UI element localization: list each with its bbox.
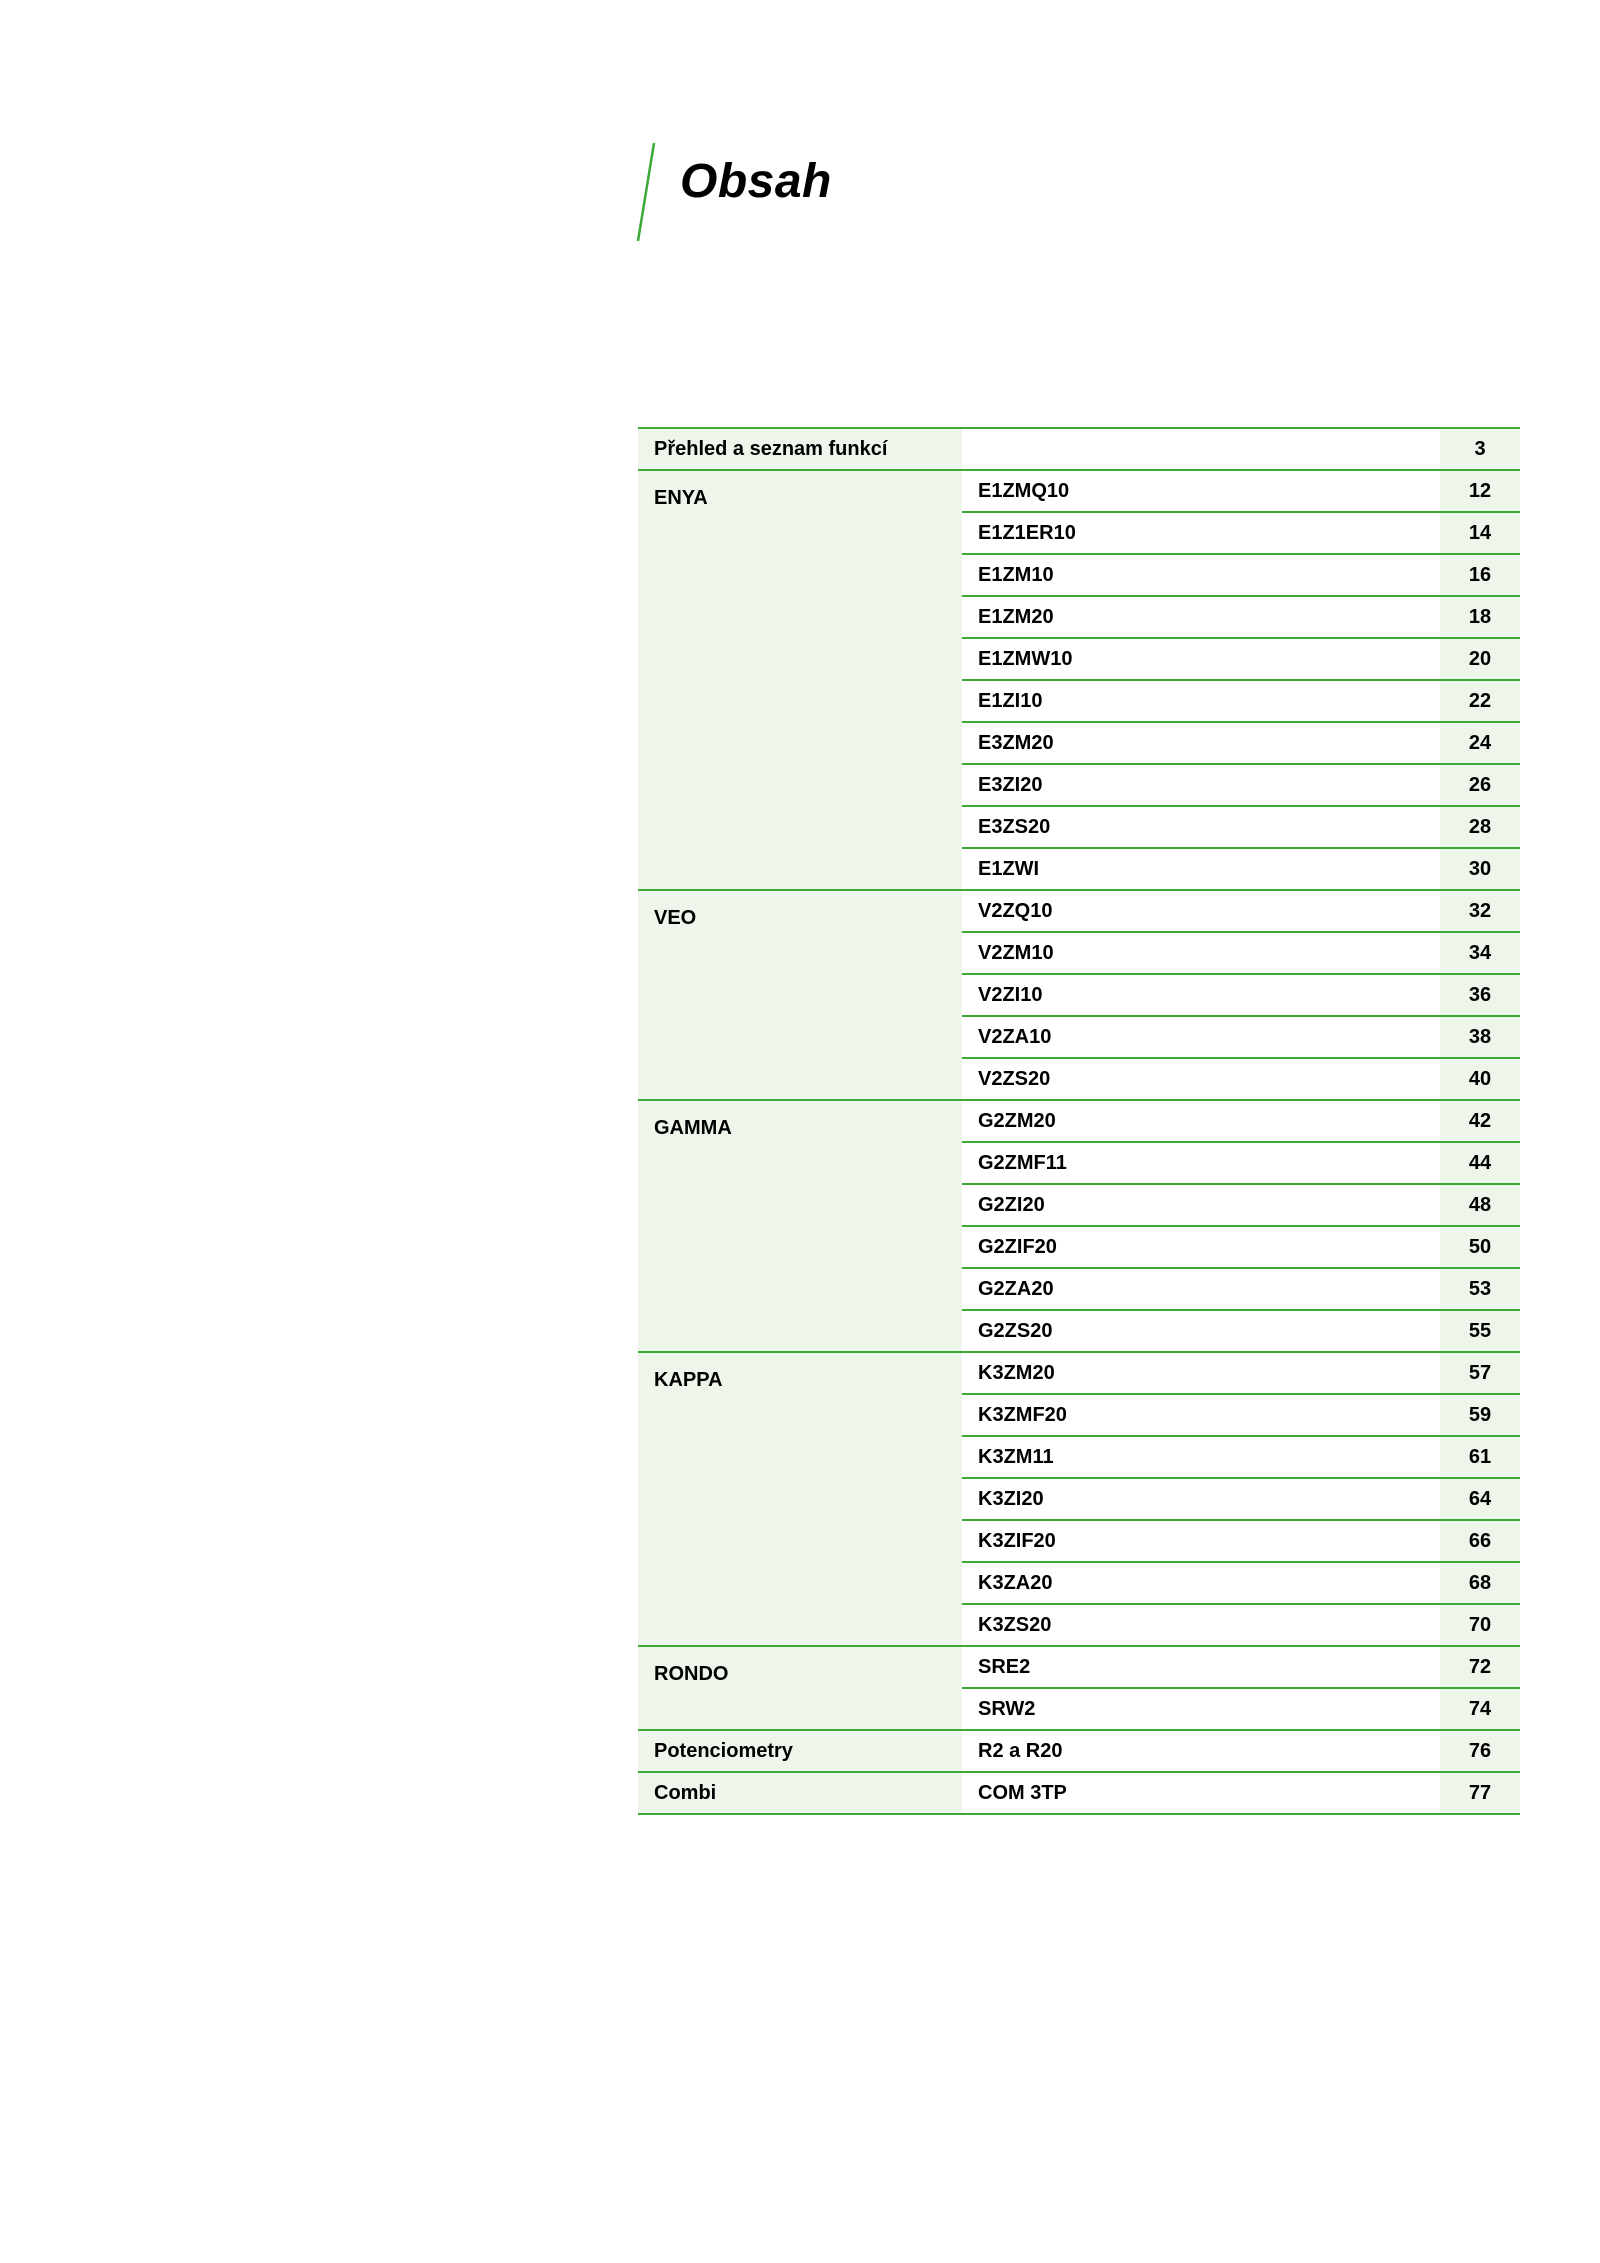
- toc-row[interactable]: [962, 1143, 1520, 1185]
- toc-row[interactable]: [962, 1773, 1520, 1813]
- toc-page-number: 48: [1440, 1185, 1520, 1225]
- toc-row[interactable]: [962, 1479, 1520, 1521]
- toc-group-rows: [962, 1731, 1520, 1771]
- toc-product-code: K3ZMF20: [978, 1403, 1067, 1426]
- toc-group-rows: [962, 891, 1520, 1099]
- toc-product-code: G2ZI20: [978, 1193, 1045, 1216]
- toc-group: [638, 891, 1520, 1101]
- toc-row[interactable]: [962, 1563, 1520, 1605]
- toc-row[interactable]: [962, 597, 1520, 639]
- toc-row[interactable]: [962, 681, 1520, 723]
- toc-row[interactable]: [962, 1185, 1520, 1227]
- toc-row[interactable]: [962, 1059, 1520, 1099]
- toc-group-label: Combi: [638, 1773, 962, 1813]
- toc-group: [638, 1353, 1520, 1647]
- toc-page-number: 77: [1440, 1773, 1520, 1813]
- toc-group: [638, 429, 1520, 471]
- toc-page-number: 36: [1440, 975, 1520, 1015]
- toc-product-code: E1ZI10: [978, 689, 1043, 712]
- toc-product-code: V2ZI10: [978, 983, 1043, 1006]
- toc-page-number: 53: [1440, 1269, 1520, 1309]
- title-slash-decoration: [636, 143, 656, 241]
- toc-row[interactable]: [962, 1353, 1520, 1395]
- toc-row[interactable]: [962, 723, 1520, 765]
- toc-row[interactable]: [962, 1689, 1520, 1729]
- toc-product-code: COM 3TP: [978, 1781, 1067, 1804]
- toc-page-number: 24: [1440, 723, 1520, 763]
- toc-page-number: 55: [1440, 1311, 1520, 1351]
- toc-page-number: 42: [1440, 1101, 1520, 1141]
- toc-product-code: K3ZIF20: [978, 1529, 1056, 1552]
- toc-product-code: G2ZM20: [978, 1109, 1056, 1132]
- toc-product-code: SRW2: [978, 1697, 1036, 1720]
- toc-group-label: KAPPA: [638, 1353, 962, 1645]
- toc-page-number: 59: [1440, 1395, 1520, 1435]
- toc-group-rows: [962, 429, 1520, 469]
- toc-row[interactable]: [962, 513, 1520, 555]
- toc-row[interactable]: [962, 1101, 1520, 1143]
- toc-row[interactable]: [962, 1311, 1520, 1351]
- toc-row[interactable]: [962, 429, 1520, 469]
- toc-group-rows: [962, 1353, 1520, 1645]
- toc-group: [638, 1773, 1520, 1815]
- toc-product-code: V2ZS20: [978, 1067, 1051, 1090]
- toc-product-code: E1ZMW10: [978, 647, 1073, 670]
- toc-product-code: G2ZIF20: [978, 1235, 1057, 1258]
- toc-product-code: V2ZQ10: [978, 899, 1053, 922]
- toc-page-number: 20: [1440, 639, 1520, 679]
- toc-page-number: 50: [1440, 1227, 1520, 1267]
- toc-product-code: K3ZS20: [978, 1613, 1052, 1636]
- page-title: Obsah: [680, 155, 832, 208]
- toc-page-number: 18: [1440, 597, 1520, 637]
- toc-product-code: G2ZA20: [978, 1277, 1054, 1300]
- toc-page-number: 28: [1440, 807, 1520, 847]
- toc-product-code: K3ZM20: [978, 1361, 1055, 1384]
- toc-row[interactable]: [962, 765, 1520, 807]
- toc-page-number: 12: [1440, 471, 1520, 511]
- toc-page-number: 68: [1440, 1563, 1520, 1603]
- toc-row[interactable]: [962, 1647, 1520, 1689]
- toc-group: [638, 1647, 1520, 1731]
- toc-product-code: E1ZM10: [978, 563, 1054, 586]
- toc-product-code: K3ZM11: [978, 1445, 1054, 1468]
- toc-product-code: V2ZA10: [978, 1025, 1052, 1048]
- toc-group-label: ENYA: [638, 471, 962, 889]
- toc-row[interactable]: [962, 933, 1520, 975]
- toc-row[interactable]: [962, 1017, 1520, 1059]
- toc-row[interactable]: [962, 1731, 1520, 1771]
- toc-product-code: E1ZMQ10: [978, 479, 1070, 502]
- toc-page-number: 14: [1440, 513, 1520, 553]
- toc-group-label: GAMMA: [638, 1101, 962, 1351]
- toc-row[interactable]: [962, 1227, 1520, 1269]
- toc-row[interactable]: [962, 975, 1520, 1017]
- toc-product-code: [962, 429, 1440, 469]
- toc-product-code: E3ZM20: [978, 731, 1054, 754]
- toc-group: [638, 1101, 1520, 1353]
- table-of-contents: [638, 427, 1520, 1815]
- toc-row[interactable]: [962, 471, 1520, 513]
- toc-group-rows: [962, 1773, 1520, 1813]
- toc-page-number: 44: [1440, 1143, 1520, 1183]
- toc-row[interactable]: [962, 1269, 1520, 1311]
- toc-row[interactable]: [962, 1521, 1520, 1563]
- toc-row[interactable]: [962, 1437, 1520, 1479]
- toc-row[interactable]: [962, 555, 1520, 597]
- toc-product-code: E3ZS20: [978, 815, 1051, 838]
- toc-page-number: 70: [1440, 1605, 1520, 1645]
- toc-group-rows: [962, 1647, 1520, 1729]
- toc-page-number: 57: [1440, 1353, 1520, 1393]
- toc-page-number: 34: [1440, 933, 1520, 973]
- toc-row[interactable]: [962, 639, 1520, 681]
- toc-page-number: 66: [1440, 1521, 1520, 1561]
- toc-page-number: 32: [1440, 891, 1520, 931]
- toc-product-code: E1Z1ER10: [978, 521, 1076, 544]
- toc-row[interactable]: [962, 1605, 1520, 1645]
- toc-product-code: V2ZM10: [978, 941, 1054, 964]
- toc-page-number: 72: [1440, 1647, 1520, 1687]
- toc-product-code: G2ZMF11: [978, 1151, 1067, 1174]
- toc-group-label: Potenciometry: [638, 1731, 962, 1771]
- toc-product-code: E1ZM20: [978, 605, 1054, 628]
- toc-group-label: Přehled a seznam funkcí: [638, 429, 962, 469]
- toc-group-rows: [962, 471, 1520, 889]
- toc-page-number: 16: [1440, 555, 1520, 595]
- toc-product-code: SRE2: [978, 1655, 1031, 1678]
- toc-page-number: 76: [1440, 1731, 1520, 1771]
- toc-group-rows: [962, 1101, 1520, 1351]
- toc-product-code: G2ZS20: [978, 1319, 1053, 1342]
- toc-page-number: 26: [1440, 765, 1520, 805]
- toc-group-label: RONDO: [638, 1647, 962, 1729]
- toc-product-code: E3ZI20: [978, 773, 1043, 796]
- toc-group-label: VEO: [638, 891, 962, 1099]
- toc-page-number: 74: [1440, 1689, 1520, 1729]
- toc-page-number: 30: [1440, 849, 1520, 889]
- toc-row[interactable]: [962, 891, 1520, 933]
- toc-product-code: E1ZWI: [978, 857, 1040, 880]
- toc-page-number: 61: [1440, 1437, 1520, 1477]
- toc-page-number: 64: [1440, 1479, 1520, 1519]
- toc-row[interactable]: [962, 807, 1520, 849]
- toc-row[interactable]: [962, 849, 1520, 889]
- toc-product-code: R2 a R20: [978, 1739, 1063, 1762]
- toc-product-code: K3ZA20: [978, 1571, 1053, 1594]
- toc-page-number: 38: [1440, 1017, 1520, 1057]
- toc-group: [638, 1731, 1520, 1773]
- toc-page-number: 3: [1440, 429, 1520, 469]
- toc-group: [638, 471, 1520, 891]
- toc-product-code: K3ZI20: [978, 1487, 1044, 1510]
- toc-page-number: 40: [1440, 1059, 1520, 1099]
- toc-page-number: 22: [1440, 681, 1520, 721]
- toc-row[interactable]: [962, 1395, 1520, 1437]
